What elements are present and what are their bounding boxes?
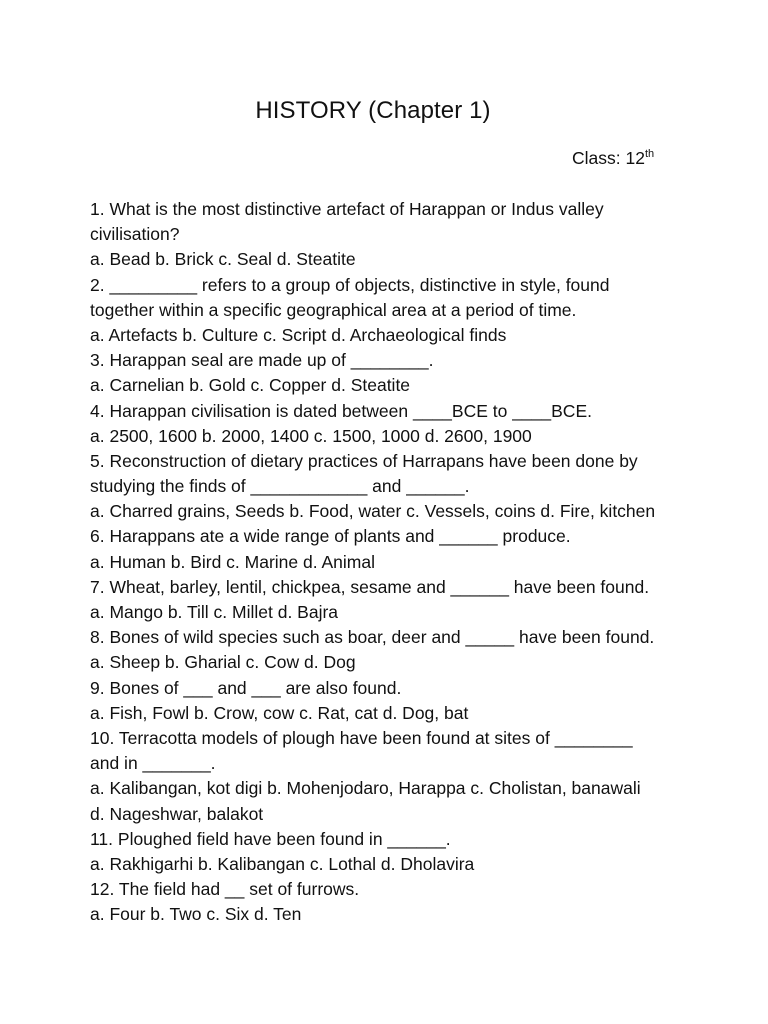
question-line: 11. Ploughed field have been found in ______. xyxy=(90,828,451,849)
question-line: 10. Terracotta models of plough have been found at sites of ________ xyxy=(90,727,633,748)
question-line: 4. Harappan civilisation is dated between ____BCE to ____BCE. xyxy=(90,400,592,421)
question-list xyxy=(90,197,690,927)
page-title: HISTORY (Chapter 1) xyxy=(255,97,491,124)
answer-options-line: a. Carnelian b. Gold c. Copper d. Steatite xyxy=(90,375,411,396)
class-label xyxy=(572,146,654,170)
answer-options-line: a. Bead b. Brick c. Seal d. Steatite xyxy=(90,249,356,270)
class-text: Class: 12 xyxy=(572,148,645,168)
answer-options-line: a. Fish, Fowl b. Crow, cow c. Rat, cat d. Dog, bat xyxy=(90,702,469,723)
question-line: 8. Bones of wild species such as boar, deer and _____ have been found. xyxy=(90,627,655,648)
answer-options-line: d. Nageshwar, balakot xyxy=(90,803,264,824)
question-line: 3. Harappan seal are made up of ________. xyxy=(90,350,434,371)
question-line: 7. Wheat, barley, lentil, chickpea, sesame and ______ have been found. xyxy=(90,576,650,597)
answer-options-line: a. Human b. Bird c. Marine d. Animal xyxy=(90,551,375,572)
question-line: 12. The field had __ set of furrows. xyxy=(90,879,360,900)
question-line: 2. _________ refers to a group of objects, distinctive in style, found xyxy=(90,274,610,295)
question-line: 6. Harappans ate a wide range of plants and ______ produce. xyxy=(90,526,571,547)
question-line: civilisation? xyxy=(90,224,180,245)
answer-options-line: a. Four b. Two c. Six d. Ten xyxy=(90,904,302,925)
question-line: and in _______. xyxy=(90,753,216,774)
question-line: 1. What is the most distinctive artefact of Harappan or Indus valley xyxy=(90,199,604,219)
answer-options-line: a. Charred grains, Seeds b. Food, water c. Vessels, coins d. Fire, kitchen xyxy=(90,501,656,522)
question-line: 9. Bones of ___ and ___ are also found. xyxy=(90,677,402,698)
answer-options-line: a. Kalibangan, kot digi b. Mohenjodaro, Harappa c. Cholistan, banawali xyxy=(90,778,641,799)
question-line: together within a specific geographical area at a period of time. xyxy=(90,299,577,320)
answer-options-line: a. 2500, 1600 b. 2000, 1400 c. 1500, 1000 d. 2600, 1900 xyxy=(90,425,532,446)
answer-options-line: a. Sheep b. Gharial c. Cow d. Dog xyxy=(90,652,356,673)
answer-options-line: a. Mango b. Till c. Millet d. Bajra xyxy=(90,602,339,622)
answer-options-line: a. Rakhigarhi b. Kalibangan c. Lothal d. Dholavira xyxy=(90,853,475,874)
question-line: 5. Reconstruction of dietary practices of Harrapans have been done by xyxy=(90,450,638,471)
class-superscript: th xyxy=(644,148,655,160)
question-line: studying the finds of ____________ and ______. xyxy=(90,476,470,497)
answer-options-line: a. Artefacts b. Culture c. Script d. Archaeological finds xyxy=(90,324,507,345)
